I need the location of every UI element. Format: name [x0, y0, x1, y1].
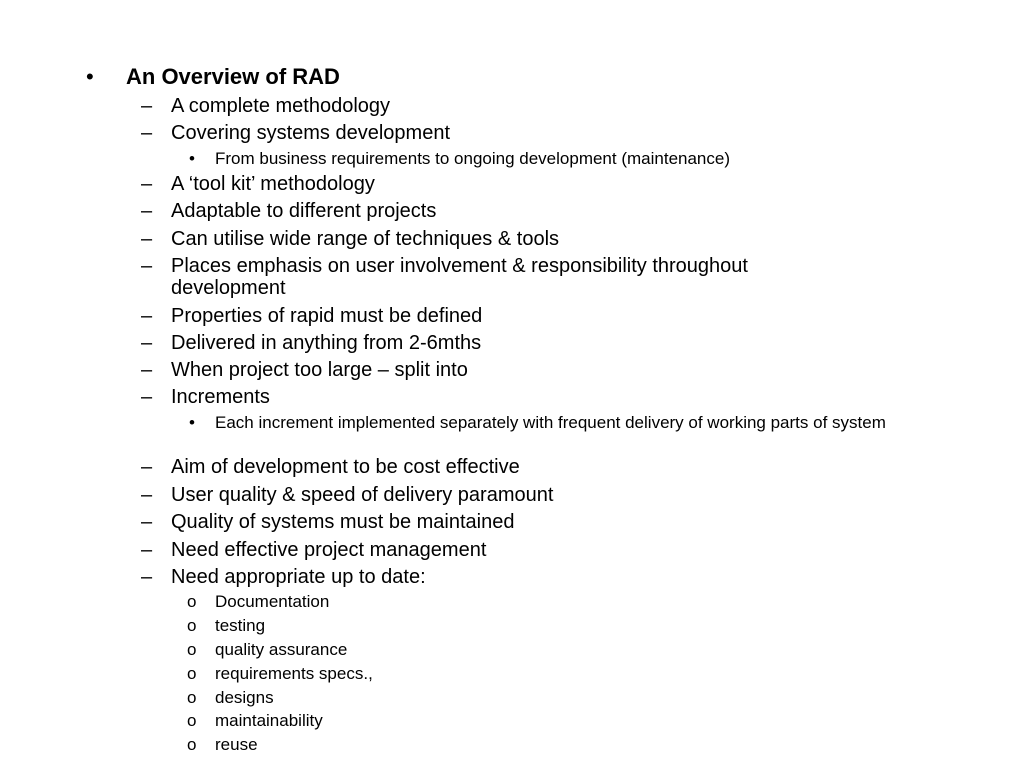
dash-marker: –: [141, 255, 153, 277]
list-item: [141, 386, 871, 408]
list-item: [141, 566, 871, 588]
sub-list-item-text: quality assurance: [215, 640, 348, 659]
list-item: [141, 511, 871, 533]
circle-marker: o: [187, 616, 197, 635]
slide-heading: An Overview of RAD: [126, 64, 340, 89]
sub-list-item: [187, 711, 323, 730]
list-item: [141, 255, 851, 299]
sub-list-item-text: maintainability: [215, 711, 323, 730]
list-item-text: Places emphasis on user involvement & responsibility throughout development: [171, 255, 748, 299]
sub-list-item: [187, 616, 266, 635]
sub-list-item-text: Each increment implemented separately with frequent delivery of working parts of system: [215, 413, 886, 432]
dash-marker: –: [141, 566, 153, 588]
circle-marker: o: [187, 688, 197, 707]
circle-marker: o: [187, 735, 197, 754]
bullet-marker: •: [86, 64, 94, 89]
dash-marker: –: [141, 228, 153, 250]
sub-list-item-text: testing: [215, 616, 266, 635]
dot-marker: •: [189, 149, 195, 168]
list-item-text: Can utilise wide range of techniques & tools: [171, 228, 560, 250]
list-item-text: Delivered in anything from 2-6mths: [171, 332, 482, 354]
list-item: [141, 122, 871, 144]
sub-list-item: [187, 640, 348, 659]
list-item-text: Increments: [171, 386, 270, 408]
sub-list-item: [189, 413, 945, 432]
list-item-text: A complete methodology: [171, 95, 391, 117]
list-item: [141, 200, 871, 222]
sub-list-item: [187, 664, 373, 683]
circle-marker: o: [187, 711, 197, 730]
list-item: [141, 228, 871, 250]
list-item-text: User quality & speed of delivery paramount: [171, 484, 554, 506]
sub-list-item: [189, 149, 945, 168]
list-item-text: Quality of systems must be maintained: [171, 511, 515, 533]
list-item-text: Need appropriate up to date:: [171, 566, 426, 588]
sub-list-item: [187, 592, 330, 611]
dash-marker: –: [141, 386, 153, 408]
list-item: [141, 484, 871, 506]
dash-marker: –: [141, 511, 153, 533]
list-item-text: Adaptable to different projects: [171, 200, 437, 222]
list-item-text: When project too large – split into: [171, 359, 468, 381]
dash-marker: –: [141, 200, 153, 222]
dot-marker: •: [189, 413, 195, 432]
list-item-text: A ‘tool kit’ methodology: [171, 173, 375, 195]
list-item-text: Aim of development to be cost effective: [171, 456, 520, 478]
heading-bullet-item: [86, 64, 340, 89]
list-item: [141, 332, 871, 354]
sub-list-item-text: From business requirements to ongoing development (maintenance): [215, 149, 730, 168]
list-item: [141, 95, 871, 117]
dash-marker: –: [141, 456, 153, 478]
sub-list-item-text: Documentation: [215, 592, 330, 611]
sub-list-item: [187, 735, 258, 754]
sub-list-item-text: designs: [215, 688, 274, 707]
sub-list-item: [187, 688, 274, 707]
sub-list-item-text: requirements specs.,: [215, 664, 373, 683]
sub-list-item-text: reuse: [215, 735, 258, 754]
circle-marker: o: [187, 664, 197, 683]
list-item: [141, 456, 871, 478]
list-item-text: Properties of rapid must be defined: [171, 305, 483, 327]
dash-marker: –: [141, 305, 153, 327]
list-item: [141, 539, 871, 561]
list-item: [141, 173, 871, 195]
dash-marker: –: [141, 359, 153, 381]
list-item-text: Need effective project management: [171, 539, 487, 561]
list-item: [141, 305, 871, 327]
dash-marker: –: [141, 173, 153, 195]
circle-marker: o: [187, 592, 197, 611]
dash-marker: –: [141, 332, 153, 354]
dash-marker: –: [141, 484, 153, 506]
dash-marker: –: [141, 539, 153, 561]
list-item: [141, 359, 871, 381]
list-item-text: Covering systems development: [171, 122, 451, 144]
dash-marker: –: [141, 95, 153, 117]
dash-marker: –: [141, 122, 153, 144]
circle-marker: o: [187, 640, 197, 659]
